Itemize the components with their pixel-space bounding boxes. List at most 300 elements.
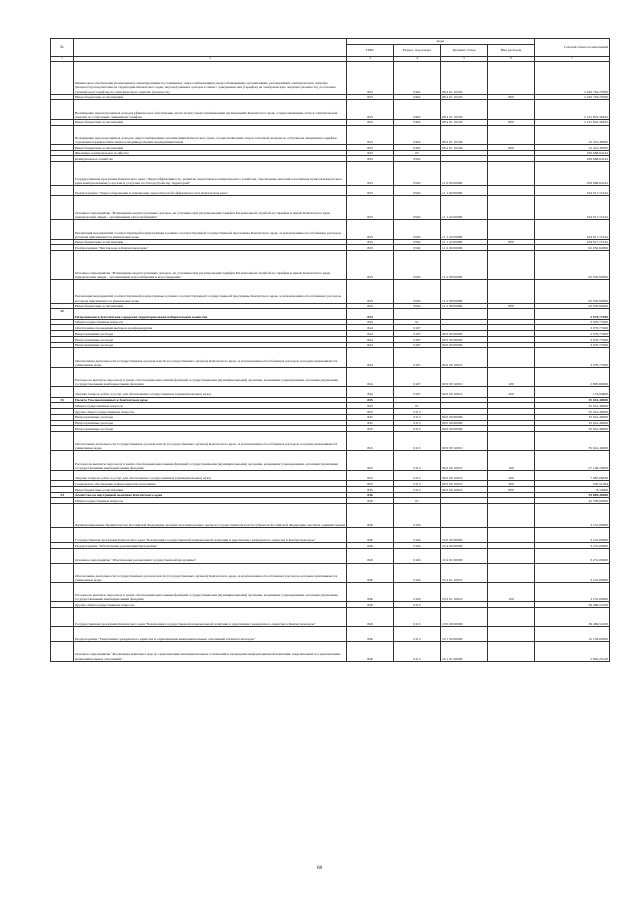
row-name-cell: Иные бюджетные ассигнования	[74, 239, 347, 245]
row-number-cell	[51, 220, 74, 239]
row-grbs-cell: 846	[347, 548, 394, 563]
row-target-cell: 99 0 00 10010	[441, 387, 488, 397]
row-sum-cell: 55 809,49000	[535, 492, 610, 498]
row-target-cell: 19 1 00 00000	[441, 627, 488, 642]
row-grbs-cell: 843	[347, 61, 394, 94]
row-number-cell	[51, 251, 74, 280]
row-sum-cell: 164 617,72142	[535, 220, 610, 239]
row-expense-cell: 800	[488, 239, 535, 245]
row-name-cell: Непрограммные расходы	[74, 414, 347, 420]
row-grbs-cell: 844	[347, 342, 394, 348]
row-expense-cell	[488, 504, 535, 528]
row-grbs-cell: 843	[347, 220, 394, 239]
row-grbs-cell: 843	[347, 125, 394, 144]
row-section-cell: 0113	[394, 432, 441, 451]
row-grbs-cell: 845	[347, 486, 394, 492]
row-sum-cell: 42 700,62000	[535, 498, 610, 504]
row-expense-cell: 800	[488, 94, 535, 100]
row-target-cell: 99 0 00 00000	[441, 414, 488, 420]
row-grbs-cell: 846	[347, 504, 394, 528]
row-sum-cell: 2 226 704,76500	[535, 94, 610, 100]
row-grbs-cell: 844	[347, 348, 394, 367]
row-section-cell: 0402	[394, 100, 441, 119]
row-target-cell: 99 0 00 00000	[441, 331, 488, 337]
row-name-cell: Основное мероприятие "Возмещение недополученных доходов, не учтенных при регулировании тарифов Региональной службой по тарифам и ценам Камчатского края, юридическим лицам - организациям водоснабжения и водоотведения"	[74, 251, 347, 280]
row-name-cell: Расходы на выплаты персоналу в целях обеспечения выполнения функций государственными (муниципальными) органами, казенными учреждениями, органами управления государственными внебюджетными фондами	[74, 451, 347, 470]
row-name-cell: Иные бюджетные ассигнования	[74, 486, 347, 492]
row-name-cell: Подпрограмма "Укрепление гражданского единства и гармонизация межнациональных отношений в Камчатском крае"	[74, 627, 347, 642]
table-row	[51, 387, 610, 397]
table-row	[51, 220, 610, 239]
row-grbs-cell: 843	[347, 196, 394, 220]
row-name-cell: Социальное обеспечение и иные выплаты населению	[74, 481, 347, 487]
table-row	[51, 61, 610, 94]
row-grbs-cell: 843	[347, 239, 394, 245]
row-grbs-cell: 844	[347, 336, 394, 342]
row-grbs-cell: 846	[347, 627, 394, 642]
row-number-cell	[51, 528, 74, 543]
row-expense-cell: 100	[488, 582, 535, 601]
table-row	[51, 627, 610, 642]
row-expense-cell	[488, 432, 535, 451]
row-grbs-cell: 845	[347, 470, 394, 480]
row-sum-cell: 35 041,40000	[535, 420, 610, 426]
row-expense-cell	[488, 348, 535, 367]
table-row	[51, 563, 610, 582]
row-name-cell: Основное мероприятие "Реализация комплекса мер по гармонизации межнациональных отношений и проведение информационной кампании, направленной на гармонизацию межнациональных отношений"	[74, 642, 347, 661]
row-sum-cell: 3 231,09900	[535, 548, 610, 563]
row-target-cell: 11 1 24 00000	[441, 196, 488, 220]
row-target-cell: 11 2 08 00000	[441, 251, 488, 280]
row-sum-cell: 3 070,77400	[535, 319, 610, 325]
row-grbs-cell: 843	[347, 119, 394, 125]
row-target-cell: 19 1 01 00000	[441, 642, 488, 661]
row-section-cell: 0402	[394, 125, 441, 144]
row-sum-cell: 3 231,09900	[535, 528, 610, 543]
row-section-cell: 0502	[394, 279, 441, 303]
table-row	[51, 582, 610, 601]
row-name-cell: Непрограммные расходы	[74, 336, 347, 342]
row-section-cell: 0113	[394, 627, 441, 642]
row-section-cell: 0113	[394, 608, 441, 627]
row-sum-cell: 3 231,09900	[535, 582, 610, 601]
row-number-cell	[51, 196, 74, 220]
row-section-cell: 0113	[394, 451, 441, 470]
row-section-cell: 0104	[394, 504, 441, 528]
row-sum-cell: 256 668,64142	[535, 156, 610, 162]
row-section-cell: 01	[394, 498, 441, 504]
row-name-cell: Иные бюджетные ассигнования	[74, 303, 347, 309]
index-cell: 4	[394, 57, 441, 62]
row-sum-cell: 164 617,72142	[535, 239, 610, 245]
row-sum-cell: 3 070,77400	[535, 336, 610, 342]
row-section-cell: 0402	[394, 61, 441, 94]
col-grbs-header: ГРБС	[347, 45, 394, 57]
row-expense-cell	[488, 563, 535, 582]
row-target-cell: 19 0 00 00000	[441, 528, 488, 543]
row-grbs-cell: 846	[347, 563, 394, 582]
row-name-cell: Жилищно-коммунальное хозяйство	[74, 150, 347, 156]
row-section-cell: 0107	[394, 342, 441, 348]
index-cell: 2	[74, 57, 347, 62]
row-name-cell: Обеспечение деятельности государственных органов власти (государственных органов) Камчатского края, за исключением обособленных расходов, которым присваиваются уникальные коды	[74, 563, 347, 582]
row-expense-cell	[488, 608, 535, 627]
row-grbs-cell: 846	[347, 528, 394, 543]
row-number-cell	[51, 582, 74, 601]
row-number-cell	[51, 348, 74, 367]
row-number-cell	[51, 563, 74, 582]
row-sum-cell: 164 617,72142	[535, 186, 610, 196]
row-sum-cell: 35 041,40000	[535, 409, 610, 415]
row-name-cell: Непрограммные расходы	[74, 331, 347, 337]
row-number-cell	[51, 162, 74, 186]
row-target-cell: 08 4 01 10220	[441, 94, 488, 100]
row-target-cell: 11 2 00 00000	[441, 245, 488, 251]
row-sum-cell: 12 156,62000	[535, 627, 610, 642]
row-number-cell	[51, 627, 74, 642]
row-grbs-cell: 845	[347, 414, 394, 420]
row-expense-cell	[488, 61, 535, 94]
row-sum-cell: 27 140,70000	[535, 451, 610, 470]
row-target-cell: 19 0 00 00000	[441, 608, 488, 627]
row-expense-cell	[488, 220, 535, 239]
col-section-header: Раздел, под-раздел	[394, 45, 441, 57]
row-number-cell	[51, 279, 74, 303]
table-row	[51, 279, 610, 303]
row-section-cell: 0104	[394, 528, 441, 543]
row-name-cell: Реализация мероприятий соответствующей подпрограммы в рамках соответствующей государственной программы Камчатского края, за исключением обособленных расходов, которым присваиваются уникальные коды	[74, 220, 347, 239]
row-name-cell: Иные бюджетные ассигнования	[74, 94, 347, 100]
row-number-cell: 34	[51, 492, 74, 498]
row-name-cell: Коммунальное хозяйство	[74, 156, 347, 162]
row-section-cell: 0113	[394, 470, 441, 480]
row-sum-cell: 205,51364	[535, 481, 610, 487]
row-section-cell: 0113	[394, 481, 441, 487]
row-grbs-cell: 844	[347, 367, 394, 386]
row-target-cell: 99 0 00 00000	[441, 336, 488, 342]
row-grbs-cell: 846	[347, 608, 394, 627]
row-grbs-cell: 844	[347, 319, 394, 325]
row-section-cell: 0107	[394, 348, 441, 367]
table-row	[51, 348, 610, 367]
row-name-cell: Подпрограмма "Энергосбережение и повышение энергетической эффективности в Камчатском крае"	[74, 186, 347, 196]
row-section-cell: 0104	[394, 548, 441, 563]
row-number-cell: 33	[51, 397, 74, 403]
row-name-cell: Общегосударственные вопросы	[74, 403, 347, 409]
row-grbs-cell: 843	[347, 100, 394, 119]
row-grbs-cell: 843	[347, 251, 394, 280]
row-section-cell: 0502	[394, 303, 441, 309]
row-expense-cell	[488, 186, 535, 196]
row-grbs-cell: 845	[347, 409, 394, 415]
col-expense-header: Вид расходов	[488, 45, 535, 57]
row-name-cell: Расходы на выплаты персоналу в целях обеспечения выполнения функций государственными (муниципальными) органами, казенными учреждениями, органами управления государственными внебюджетными фондами	[74, 367, 347, 386]
row-grbs-cell: 846	[347, 542, 394, 548]
row-target-cell	[441, 309, 488, 319]
row-section-cell: 0107	[394, 336, 441, 342]
col-num-header: №	[51, 39, 74, 57]
table-row	[51, 432, 610, 451]
row-section-cell: 0113	[394, 486, 441, 492]
row-target-cell: 99 0 00 10010	[441, 481, 488, 487]
row-name-cell: Иные бюджетные ассигнования	[74, 144, 347, 150]
table-row	[51, 162, 610, 186]
row-number-cell	[51, 642, 74, 661]
row-name-cell: Петропавловск-Камчатская городская территориальная избирательная комиссия	[74, 309, 347, 319]
row-section-cell: 0104	[394, 563, 441, 582]
row-sum-cell: 92 050,92000	[535, 303, 610, 309]
row-number-cell	[51, 432, 74, 451]
row-target-cell	[441, 504, 488, 528]
row-section-cell: 0107	[394, 325, 441, 331]
row-name-cell: Агентство по внутренней политике Камчатского края	[74, 492, 347, 498]
row-grbs-cell: 843	[347, 162, 394, 186]
row-section-cell: 0107	[394, 387, 441, 397]
row-name-cell: Другие общегосударственные вопросы	[74, 409, 347, 415]
row-expense-cell: 100	[488, 451, 535, 470]
table-row	[51, 367, 610, 386]
row-grbs-cell: 846	[347, 498, 394, 504]
col-name-header	[74, 39, 347, 57]
row-section-cell: 0402	[394, 94, 441, 100]
budget-table-sheet	[50, 38, 610, 662]
row-sum-cell: 2 226 704,76500	[535, 61, 610, 94]
row-target-cell: 99 0 00 10010	[441, 486, 488, 492]
row-target-cell: 19 4 01 10010	[441, 563, 488, 582]
row-number-cell	[51, 125, 74, 144]
row-section-cell: 0502	[394, 156, 441, 162]
row-grbs-cell: 845	[347, 397, 394, 403]
row-sum-cell: 3 231,09900	[535, 563, 610, 582]
row-sum-cell: 3 231,09900	[535, 542, 610, 548]
row-grbs-cell: 844	[347, 331, 394, 337]
row-number-cell	[51, 186, 74, 196]
row-sum-cell: 39 469,52100	[535, 602, 610, 608]
row-expense-cell: 800	[488, 303, 535, 309]
row-name-cell: Непрограммные расходы	[74, 426, 347, 432]
table-body	[51, 61, 610, 661]
row-grbs-cell: 843	[347, 245, 394, 251]
row-sum-cell: 12 431,48585	[535, 125, 610, 144]
row-name-cell: Непрограммные расходы	[74, 420, 347, 426]
row-target-cell: 08 4 01 10220	[441, 61, 488, 94]
row-expense-cell: 800	[488, 144, 535, 150]
row-sum-cell: 3 070,77400	[535, 342, 610, 348]
row-grbs-cell: 845	[347, 432, 394, 451]
row-section-cell: 0113	[394, 426, 441, 432]
row-grbs-cell: 844	[347, 309, 394, 319]
row-expense-cell	[488, 196, 535, 220]
row-target-cell: 11 2 08 09990	[441, 303, 488, 309]
table-row	[51, 100, 610, 119]
row-expense-cell	[488, 548, 535, 563]
row-target-cell: 11 1 00 00000	[441, 186, 488, 196]
row-sum-cell: 92 050,92000	[535, 251, 610, 280]
row-name-cell: Обеспечение деятельности государственных органов власти (государственных органов) Камчатского края, за исключением обособленных расходов, которым присваиваются уникальные коды	[74, 432, 347, 451]
row-sum-cell: 174,94800	[535, 387, 610, 397]
row-section-cell: 0107	[394, 331, 441, 337]
row-name-cell: Возмещение недополученных доходов (финансовое обеспечение части затрат) энергоснабжающим организациям Камчатского края, осуществляющим отпуск электрической энергии по отпускным сниженным тарифам	[74, 100, 347, 119]
row-section-cell: 0502	[394, 186, 441, 196]
row-name-cell: Обеспечение проведения выборов и референдумов	[74, 325, 347, 331]
row-grbs-cell: 843	[347, 279, 394, 303]
index-cell: 5	[441, 57, 488, 62]
row-target-cell: 11 2 08 09990	[441, 279, 488, 303]
index-cell: 6	[488, 57, 535, 62]
row-target-cell: 99 0 00 00000	[441, 420, 488, 426]
row-target-cell: 19 4 00 00000	[441, 542, 488, 548]
row-target-cell: 99 0 00 10010	[441, 367, 488, 386]
row-grbs-cell: 844	[347, 387, 394, 397]
row-grbs-cell: 845	[347, 420, 394, 426]
row-name-cell: Функционирование Правительства Российской Федерации, высших исполнительных органов государственной власти субъектов Российской Федерации, местных администраций	[74, 504, 347, 528]
row-name-cell: Подпрограмма "Чистая вода в Камчатском крае"	[74, 245, 347, 251]
row-sum-cell: 3 070,77400	[535, 309, 610, 319]
row-sum-cell: 256 668,64142	[535, 162, 610, 186]
row-target-cell: 11 0 00 00000	[441, 162, 488, 186]
row-name-cell: Расходы на выплаты персоналу в целях обеспечения выполнения функций государственными (муниципальными) органами, казенными учреждениями, органами управления государственными внебюджетными фондами	[74, 582, 347, 601]
index-cell: 1	[51, 57, 74, 62]
row-section-cell: 0113	[394, 642, 441, 661]
row-expense-cell	[488, 279, 535, 303]
row-name-cell: Непрограммные расходы	[74, 342, 347, 348]
row-expense-cell	[488, 642, 535, 661]
row-grbs-cell: 846	[347, 642, 394, 661]
row-sum-cell: 2 215 822,30445	[535, 119, 610, 125]
row-sum-cell: 3 070,77400	[535, 331, 610, 337]
row-target-cell: 99 0 00 10010	[441, 451, 488, 470]
row-grbs-cell: 845	[347, 426, 394, 432]
table-row	[51, 251, 610, 280]
row-target-cell: 11 1 24 09990	[441, 220, 488, 239]
row-name-cell: Возмещение недополученных доходов энергоснабжающим организациям Камчатского края, осуществляющим отпуск тепловой энергии по отпускным сниженным тарифам отдельным юридическим лицам и индивидуальным предпринимателям	[74, 125, 347, 144]
table-row	[51, 642, 610, 661]
row-target-cell: 19 4 01 00000	[441, 548, 488, 563]
row-name-cell: Общегосударственные вопросы	[74, 319, 347, 325]
row-grbs-cell: 844	[347, 325, 394, 331]
table-row	[51, 548, 610, 563]
row-sum-cell: 12 431,48585	[535, 144, 610, 150]
row-expense-cell: 200	[488, 470, 535, 480]
row-grbs-cell: 843	[347, 303, 394, 309]
row-target-cell: 99 0 00 00000	[441, 342, 488, 348]
row-section-cell: 0104	[394, 542, 441, 548]
row-name-cell: Государственная программа Камчатского края "Реализация государственной национальной политики и укрепление гражданского единства в Камчатском крае"	[74, 608, 347, 627]
row-name-cell: Государственная программа Камчатского края "Реализация государственной национальной политики и укрепление гражданского единства в Камчатском крае"	[74, 528, 347, 543]
row-name-cell: Общегосударственные вопросы	[74, 498, 347, 504]
row-name-cell: Обеспечение деятельности государственных органов власти (государственных органов) Камчатского края, за исключением обособленных расходов, которым присваиваются уникальные коды	[74, 348, 347, 367]
row-section-cell: 0113	[394, 414, 441, 420]
row-number-cell	[51, 504, 74, 528]
row-name-cell: Основное мероприятие "Обеспечение реализации государственной программы"	[74, 548, 347, 563]
row-sum-cell: 39 469,52100	[535, 608, 610, 627]
row-grbs-cell: 843	[347, 156, 394, 162]
row-expense-cell: 200	[488, 387, 535, 397]
row-number-cell	[51, 387, 74, 397]
table-row	[51, 309, 610, 319]
row-number-cell	[51, 61, 74, 94]
row-expense-cell	[488, 125, 535, 144]
row-section-cell: 0402	[394, 119, 441, 125]
row-section-cell: 0113	[394, 420, 441, 426]
row-sum-cell: 3 070,77400	[535, 325, 610, 331]
row-section-cell: 0502	[394, 162, 441, 186]
row-grbs-cell: 843	[347, 186, 394, 196]
index-cell: 3	[347, 57, 394, 62]
row-sum-cell: 35 041,40000	[535, 414, 610, 420]
row-sum-cell: 92 050,92000	[535, 279, 610, 303]
row-expense-cell	[488, 100, 535, 119]
row-grbs-cell: 843	[347, 150, 394, 156]
row-expense-cell	[488, 627, 535, 642]
row-target-cell: 11 1 24 09990	[441, 239, 488, 245]
row-expense-cell: 800	[488, 119, 535, 125]
row-sum-cell: 35 041,40000	[535, 397, 610, 403]
row-sum-cell: 35 041,40000	[535, 432, 610, 451]
row-target-cell: 19 4 01 10010	[441, 582, 488, 601]
row-name-cell: Финансовое обеспечение (возмещение) гарантирующим поставщикам, энергоснабжающим (энергосбывающим) организациям, реализующим электрическую энергию (мощность) покупателям на территории Камчатского края, недополученных доходов в связи с доведением цен (тарифов) на электрическую энергию (мощность) до базовых уровней цен (тарифов) на электрическую энергию (мощность)	[74, 61, 347, 94]
row-sum-cell: 7 687,08636	[535, 470, 610, 480]
row-section-cell: 0402	[394, 144, 441, 150]
row-section-cell: 01	[394, 319, 441, 325]
budget-table	[50, 38, 610, 662]
row-name-cell: Реализация мероприятий соответствующей подпрограммы в рамках соответствующей государственной программы Камчатского края, за исключением обособленных расходов, которым присваиваются уникальные коды	[74, 279, 347, 303]
table-row	[51, 470, 610, 480]
row-number-cell	[51, 470, 74, 480]
row-expense-cell	[488, 251, 535, 280]
row-grbs-cell: 845	[347, 451, 394, 470]
row-target-cell: 99 0 00 00000	[441, 426, 488, 432]
table-row	[51, 186, 610, 196]
row-grbs-cell: 845	[347, 481, 394, 487]
row-target-cell: 99 0 00 10010	[441, 470, 488, 480]
row-name-cell: Закупка товаров, работ и услуг для обеспечения государственных (муниципальных) нужд	[74, 387, 347, 397]
row-target-cell: 08 4 01 10240	[441, 125, 488, 144]
table-row	[51, 504, 610, 528]
row-expense-cell	[488, 528, 535, 543]
table-row	[51, 196, 610, 220]
row-section-cell: 01	[394, 403, 441, 409]
row-sum-cell: 256 668,64142	[535, 150, 610, 156]
row-section-cell: 0113	[394, 602, 441, 608]
row-name-cell: Палата Уполномоченных в Камчатском крае	[74, 397, 347, 403]
row-grbs-cell: 843	[347, 94, 394, 100]
row-sum-cell: 3 070,77400	[535, 348, 610, 367]
row-sum-cell: 2 895,82600	[535, 367, 610, 386]
table-row	[51, 608, 610, 627]
row-name-cell: Основное мероприятие "Возмещение недополученных доходов, не учтенных при регулировании тарифов Региональной службой по тарифам и ценам Камчатского края, юридическим лицам - организациям теплоснабжения"	[74, 196, 347, 220]
table-row	[51, 451, 610, 470]
row-grbs-cell: 843	[347, 144, 394, 150]
row-sum-cell: 2 215 822,30445	[535, 100, 610, 119]
row-expense-cell	[488, 162, 535, 186]
row-section-cell: 0104	[394, 582, 441, 601]
row-name-cell: Закупка товаров, работ и услуг для обеспечения государственных (муниципальных) нужд	[74, 470, 347, 480]
row-number-cell	[51, 100, 74, 119]
row-sum-cell: 35 041,40000	[535, 403, 610, 409]
row-grbs-cell: 846	[347, 602, 394, 608]
row-section-cell: 0502	[394, 251, 441, 280]
row-section-cell: 0502	[394, 196, 441, 220]
row-section-cell: 0502	[394, 245, 441, 251]
row-name-cell: Подпрограмма "Обеспечение реализации Программы"	[74, 542, 347, 548]
table-row	[51, 528, 610, 543]
row-number-cell	[51, 608, 74, 627]
row-section-cell: 0502	[394, 239, 441, 245]
col-target-header: Целевая статья	[441, 45, 488, 57]
row-section-cell: 0502	[394, 220, 441, 239]
row-expense-cell: 800	[488, 486, 535, 492]
